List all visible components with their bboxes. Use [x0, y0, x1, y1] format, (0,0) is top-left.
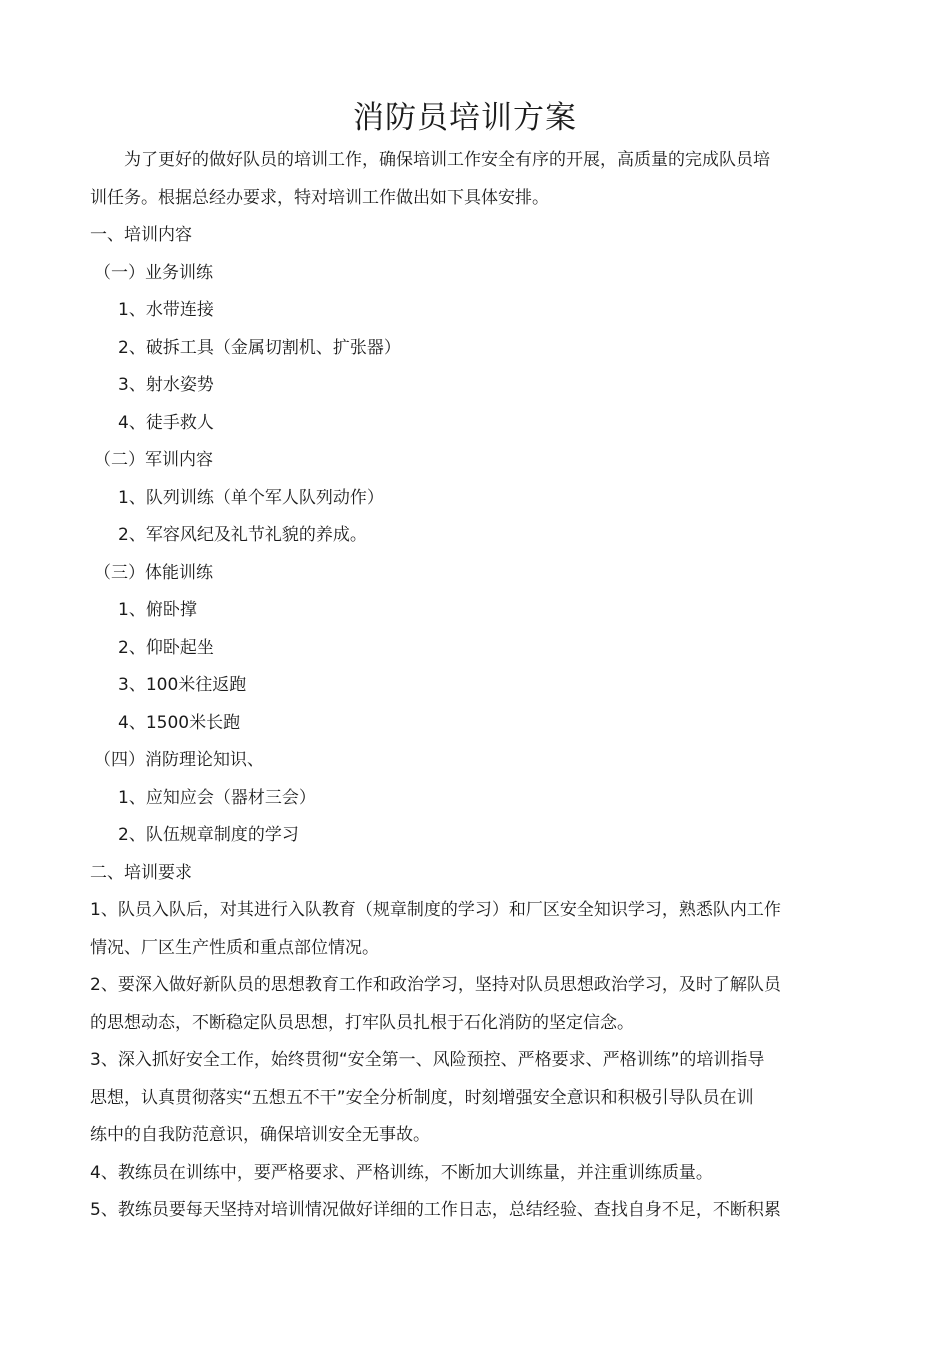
text-line: 4、教练员在训练中，要严格要求、严格训练，不断加大训练量，并注重训练质量。 [90, 1162, 713, 1183]
text-line: 一、培训内容 [90, 225, 192, 245]
text-line: （四）消防理论知识、 [94, 750, 264, 770]
document-body [90, 142, 820, 1230]
text-line: 3、100米往返跑 [118, 675, 247, 695]
text-line: 2、破拆工具（金属切割机、扩张器） [118, 337, 401, 358]
text-line: 1、应知应会（器材三会） [118, 787, 316, 808]
text-line: 思想，认真贯彻落实“五想五不干”安全分析制度，时刻增强安全意识和积极引导队员在训 [90, 1087, 754, 1108]
text-line: 4、1500米长跑 [118, 712, 241, 733]
text-line: 的思想动态，不断稳定队员思想，打牢队员扎根于石化消防的坚定信念。 [90, 1012, 634, 1033]
text-line: 练中的自我防范意识，确保培训安全无事故。 [90, 1125, 430, 1145]
text-line: 2、队伍规章制度的学习 [118, 825, 299, 845]
text-line: 训任务。根据总经办要求，特对培训工作做出如下具体安排。 [90, 187, 549, 208]
document-title: 消防员培训方案 [353, 100, 577, 136]
text-line: 1、水带连接 [118, 300, 214, 320]
text-line: （三）体能训练 [94, 562, 213, 583]
text-line: （二）军训内容 [94, 450, 213, 470]
text-line: 2、要深入做好新队员的思想教育工作和政治学习，坚持对队员思想政治学习，及时了解队员 [90, 975, 781, 995]
text-line: 3、深入抓好安全工作，始终贯彻“安全第一、风险预控、严格要求、严格训练”的培训指导 [90, 1050, 765, 1070]
text-line: （一）业务训练 [94, 262, 213, 283]
text-line: 情况、厂区生产性质和重点部位情况。 [90, 937, 379, 958]
text-line: 1、队列训练（单个军人队列动作） [118, 487, 384, 508]
text-line: 4、徒手救人 [118, 412, 214, 433]
text-line: 5、教练员要每天坚持对培训情况做好详细的工作日志，总结经验、查找自身不足，不断积累 [90, 1200, 781, 1220]
text-line: 2、仰卧起坐 [118, 637, 214, 658]
text-line: 2、军容风纪及礼节礼貌的养成。 [118, 525, 367, 545]
text-line: 为了更好的做好队员的培训工作，确保培训工作安全有序的开展，高质量的完成队员培 [124, 150, 770, 170]
text-line: 1、俯卧撑 [118, 600, 197, 620]
text-line: 1、队员入队后，对其进行入队教育（规章制度的学习）和厂区安全知识学习，熟悉队内工作 [90, 900, 781, 920]
text-line: 3、射水姿势 [118, 375, 214, 395]
text-line: 二、培训要求 [90, 862, 192, 883]
